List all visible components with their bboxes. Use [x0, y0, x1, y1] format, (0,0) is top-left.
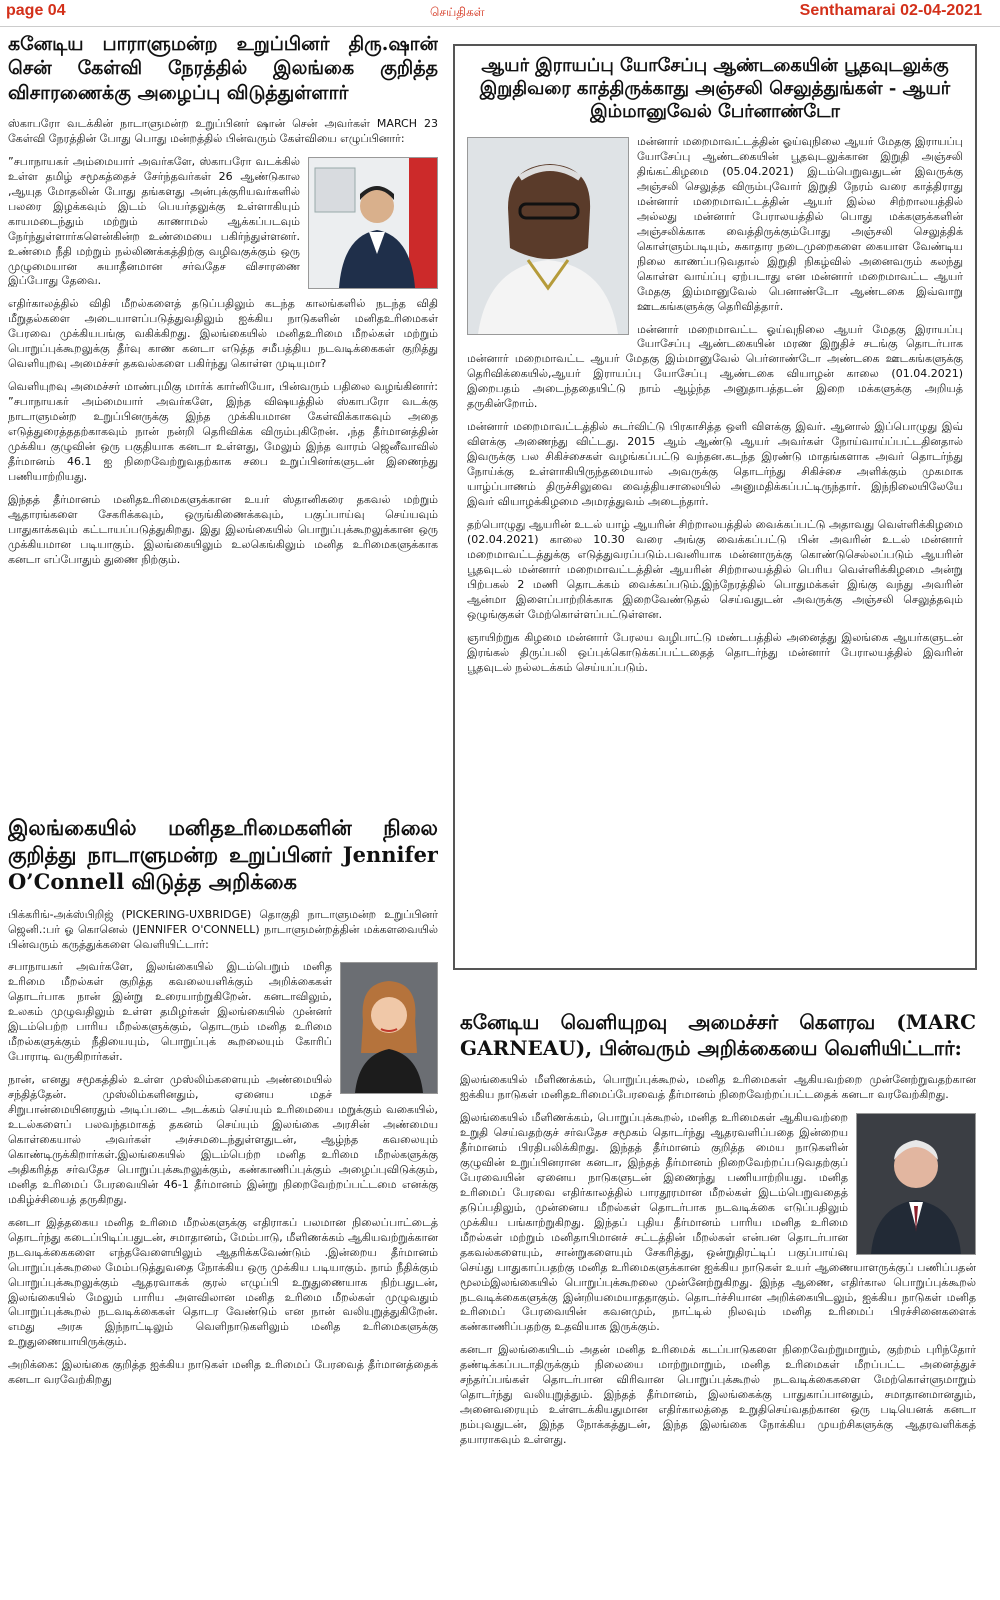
page-number: page 04	[6, 2, 66, 19]
article-bishop-rayappu-box	[453, 44, 977, 970]
article-shaun-chen	[8, 32, 438, 802]
article-jennifer-oconnell	[8, 815, 438, 1595]
bishop-photo	[467, 137, 629, 335]
person-photo-icon	[341, 963, 437, 1093]
paragraph: ஞாயிற்றுக கிழமை மன்னார் பேரலய வழிபாட்டு மண்டபத்தில் அனைத்து இலங்கை ஆயர்களுடன் இரங்கல் திருப்பலி ஒப்புக்கொடுக்கப்பட்டதைத் தொடர்ந்து மன்னார் பேராலயத்தில் இவரின் பூதவுடல் நல்லடக்கம் செய்யப்படும்.	[467, 630, 963, 674]
section-name: செய்திகள்	[430, 5, 485, 19]
paragraph: எதிர்காலத்தில் விதி மீறல்களைத் தடுப்பதிலும் கடந்த காலங்களில் நடந்த விதி மீறுதல்களை அடையாளப்படுத்துவதிலும் ஐக்கிய நாடுகளின் மனிதஉரிமைகள் பேரவை முக்கியபங்கு வகிக்கிறது. இலங்கையில் மனிதஉரிமை மீறல்கள் மற்றும் பொறுப்புக்கூறலுக்கு தீர்வு காண கனடா எடுத்த சமீபத்திய நடவடிக்கைகள் குறித்து வெளியுறவு அமைச்சர் தகவல்களை பகிர்ந்து கொள்ள முடியுமா?	[8, 297, 438, 371]
paragraph: கனடா இத்தகைய மனித உரிமை மீறல்களுக்கு எதிராகப் பலமான நிலைப்பாட்டைத் தொடர்ந்து கடைப்பிடிப்பதுடன், சமாதானம், மேம்பாடு, மீளிணக்கம் ஆகியவற்றுக்கான நடவடிக்கைகளை எந்தவேளையிலும் ஆதரிக்கவேண்டும் .இன்றைய தீர்மானம் பொறுப்புக்கூறலை மேம்படுத்துவதை நோக்கிய ஒரு முக்கிய படியாகும். நாம் நீதிக்கும் பொறுப்புக்கூறலுக்கும் ஆதரவாகக் குரல் எழுப்பி உறுதுணையாக நிற்பதுடன், இலங்கையில் மேலும் பாரிய அளவிலான மனித உரிமை மீறல்கள் முழுவதும் பொறுப்புக்கூறல் நடவடிக்கைகள் தொடர வேண்டும் என நான் வலியுறுத்துகிறேன். எமது அரசு இந்நாட்டிலும் வெளிநாடுகளிலும் மனித உரிமைகளுக்கு உறுதுணையாயிருக்கும்.	[8, 1215, 438, 1349]
paragraph: பிக்கரிங்-அக்ஸ்பிறிஜ் (PICKERING-UXBRIDGE) தொகுதி நாடாளுமன்ற உறுப்பினர் ஜெனி.:பர் ஓ கொனெல் (JENNIFER O'CONNELL) நாடாளுமன்றத்தின் மக்களவையில் பின்வரும் கருத்துக்களை வெளியிட்டார்:	[8, 907, 438, 951]
article-marc-garneau	[460, 1010, 976, 1596]
paragraph: வெளியுறவு அமைச்சர் மாண்புமிகு மார்க் கார்னியோ, பின்வரும் பதிலை வழங்கினார்: ”சபாநாயகர் அம்மையார் அவர்களே, இந்த விஷயத்தில் ஸ்காபரோ வடக்கு நாடாளுமன்ற உறுப்பினருக்கு இந்த முக்கியமான கேள்விக்காகவும் அதை எடுத்துரைத்ததற்காகவும் நான் நன்றி தெரிவிக்க விரும்புகிறேன். ,ந்த தீர்மானத்தின் முக்கிய குழுவின் ஒரு பகுதியாக கனடா உள்ளது, மேலும் இந்த வாரம் ஜெனீவாவில் தீர்மானம் 46.1 ஐ நிறைவேற்றுவதற்காக சபை உறுப்பினர்களுடன் இணைந்து பணியாற்றியது.	[8, 380, 438, 483]
paragraph: ”சபாநாயகர் அம்மையார் அவர்களே, ஸ்காபரோ வடக்கில் உள்ள தமிழ் சமூகத்தைச் சேர்ந்தவர்கள் 26 ஆண்டுகால ,ஆயுத மோதலின் போது தங்களது அன்புக்குரியவர்களில் பலரை இழக்கவும் இடம் பெயர்தலுக்கு உள்ளாகியும் காயமடைந்தும் மற்றும் காணாமல் ஆக்கப்படவும் நேர்ந்துள்ளார்களென்கின்ற உண்மையை பகிர்ந்துள்ளனர். உண்மை நீதி மற்றும் நல்லிணக்கத்திற்கு வழிவகுக்கும் ஒரு முழுமையான சுயாதீனமான சர்வதேச விசாரணை இப்போது தேவை.	[8, 154, 300, 288]
paragraph: மன்னார் மறைமாவட்டத்தின் ஓய்வுநிலை ஆயர் மேதகு இராயப்பு யோசேப்பு ஆண்டகையின் பூதவுடலுக்கான இறுதி அஞ்சலி திங்கட்கிழமை (05.04.2021) இடம்பெறுவதுடன் இவருக்கு அஞ்சலி செலுத்த விரும்புவோர் இறுதி நேரம் வரை காத்திராது மன்னார் மறைமாவட்டத்தின் ஆயர் இல்ல சிற்றாலயத்தில் அல்லது மன்னார் பேராலயத்தில் பொது மக்களுக்களின் அஞ்சலிக்காக வைத்திருக்கும்போது அஞ்சலி செலுத்திக் கொள்ளும்படியும், சுகாதார நடைமுறைகளை கையாள வேண்டிய நிலை காணப்படுவதால் இறுதி நிகழ்வில் அனைவரும் கலந்து கொள்ள வாய்ப்பு ஏற்படாது என மன்னார் மறைமாவட்ட ஆயர் மேதகு இம்மானுவேல் பெனாண்டோ ஆண்டகை இவ்வாறு ஊடகங்களுக்கு தெரிவித்தார்.	[637, 135, 963, 313]
article-title: ஆயர் இராயப்பு யோசேப்பு ஆண்டகையின் பூதவுடலுக்கு இறுதிவரை காத்திருக்காது அஞ்சலி செலுத்துங்கள் - ஆயர் இம்மானுவேல் பேர்னாண்டோ	[479, 55, 951, 123]
article-title: இலங்கையில் மனிதஉரிமைகளின் நிலை குறித்து நாடாளுமன்ற உறுப்பினர் Jennifer O’Connell விடுத்த அறிக்கை	[8, 815, 438, 894]
article-body	[460, 1073, 976, 1448]
paragraph: அறிக்கை: இலங்கை குறித்த ஐக்கிய நாடுகள் மனித உரிமைப் பேரவைத் தீர்மானத்தைக் கனடா வரவேற்கிறது	[8, 1358, 438, 1387]
paragraph: இந்தத் தீர்மானம் மனிதஉரிமைகளுக்கான உயர் ஸ்தானிகரை தகவல் மற்றும் ஆதாரங்களை சேகரிக்கவும், ஒருங்கிணைக்கவும், பகுப்பாய்வு செய்யவும் பாதுகாக்கவும் கட்டாயப்படுத்துகிறது. இது இலங்கையில் பொறுப்புக்கூறலுக்கான ஒரு முக்கியமான படியாகும். இலங்கையிலும் உலகெங்கிலும் மனித உரிமைகளுக்காக கனடா எப்போதும் துணை நிற்கும்.	[8, 492, 438, 566]
page-header	[0, 0, 1000, 27]
article-title: கனேடிய பாராளுமன்ற உறுப்பினர் திரு.ஷான் சென் கேள்வி நேரத்தில் இலங்கை குறித்த விசாரணைக்கு அழைப்பு விடுத்துள்ளார்	[8, 33, 438, 104]
paragraph: ஸ்காபரோ வடக்கின் நாடாளுமன்ற உறுப்பினர் ஷான் சென் அவர்கள் MARCH 23 கேள்வி நேரத்தின் போது பொது மன்றத்தில் பின்வரும் கேள்வியை எழுப்பினார்:	[8, 116, 438, 145]
person-photo-icon	[857, 1114, 975, 1254]
paragraph: இலங்கையில் மீளிணக்கம், பொறுப்புக்கூறல், மனித உரிமைகள் ஆகியவற்றை உறுதி செய்வதற்குச் சர்வதேச சமூகம் தொடர்ந்து ஆதரவளிப்பதை இன்றைய தீர்மானம் பிரதிபலிக்கிறது. இந்தத் தீர்மானம் குறித்த மைய நாடுகளின் குழுவின் உறுப்பினரான கனடா, இந்தத் தீர்மானம் நிறைவேற்றப்படுவதற்குப் பேரவையின் ஏனைய நாடுகளுடன் இணைந்து பணியாற்றியது. மனித உரிமைப் பேரவை எதிர்காலத்தில் பாரதூரமான மீறல்கள் இடம்பெறுவதைத் தடுப்பதிலும், முன்னைய மீறல்கள் தொடர்பாக நடவடிக்கை எடுப்பதிலும் முக்கிய பங்காற்றுகிறது. இந்தப் புதிய தீர்மானம் பாரிய மனித உரிமை மீறல்கள் மற்றும் மனிதாபிமானச் சட்டத்தின் மீறல்கள் என்பன தொடர்பான தகவல்களையும், சான்றுகளையும் சேகரித்து, ஒன்றுதிரட்டிப் பகுப்பாய்வு செய்து பாதுகாப்பதற்கு மனித உரிமைகளுக்கான ஐக்கிய நாடுகள் உயர் ஆணையாளருக்குப் பணிப்பதன் மூலம்இலங்கையில் பொறுப்புக்கூறலை முன்னேற்றுகிறது. இந்த ஆணை, எதிர்கால பொறுப்புக்கூறல் நடவடிக்கைகளுக்கு இன்றியமையாததாகும். தொடர்ச்சியான அறிக்கையிடலும், ஐக்கிய நாடுகள் மனித உரிமைப் பேரவையின் கவனமும், நாட்டில் நிலவும் மனித உரிமைப் பிரச்சினைகளைக் கண்காணிப்பதற்கு உதவியாக இருக்கும்.	[460, 1111, 976, 1334]
article-title: கனேடிய வெளியுறவு அமைச்சர் கௌரவ (MARC GARNEAU), பின்வரும் அறிக்கையை வெளியிட்டார்:	[460, 1010, 976, 1060]
paper-date: Senthamarai 02-04-2021	[799, 2, 982, 19]
paragraph: மன்னார் மறைமாவட்டத்தில் சுடர்விட்டு பிரகாசித்த ஒளி விளக்கு இவர். ஆனால் இப்பொழுது இவ் விளக்கு அணைந்து விட்டது. 2015 ஆம் ஆண்டு ஆயர் அவர்கள் நோய்வாய்ப்பட்டதினதால் இவருக்கு பல சிகிச்சைகள் வழங்கப்பட்டு வந்தன.கடந்த இரண்டு மாதங்களாக அவர் தொடர்ந்து நோய்க்கு உள்ளாகியிருந்தமையால் அவருக்கு தொடர்ந்து சிகிச்சை அளிக்கும் முகமாக யாழ்ப்பாணம் திருச்சிலுவை வைத்தியசாலையில் அனுமதிக்கப்பட்டிருந்தார். இந்நிலையிலேயே இவர் வியாழக்கிழமை அமரத்துவம் அடைந்தார்.	[467, 420, 963, 509]
paragraph: கனடா இலங்கையிடம் அதன் மனித உரிமைக் கடப்பாடுகளை நிறைவேற்றுமாறும், குற்றம் புரிந்தோர் தண்டிக்கப்படாதிருக்கும் நிலையை மாற்றுமாறும், மனித உரிமைகள் மீறப்பட்ட அனைத்துச் சந்தர்ப்பங்கள் தொடர்பான விரிவான பொறுப்புக்கூறல் நடவடிக்கைகளை மேற்கொள்ளுமாறும் தொடர்ந்து வலியுறுத்தும். இந்தத் தீர்மானம், இலங்கைக்கு பாதுகாப்பானதும், சமாதானமானதும், அனைவரையும் உள்ளடக்கியதுமான எதிர்காலத்தை உறுதிசெய்வதற்கான ஒரு படியெனக் கனடா நம்புவதுடன், இந்த நோக்கத்துடன், இந்த இலங்கை நோக்கிய முயற்சிகளுக்கு ஆதரவளிக்கத் தயாராகவும் உள்ளது.	[460, 1343, 976, 1447]
paragraph: சபாநாயகர் அவர்களே, இலங்கையில் இடம்பெறும் மனித உரிமை மீறல்கள் குறித்த கவலையளிக்கும் அறிக்கைகள் தொடர்பாக நான் இன்று உரையாற்றுகிறேன். கனடாவிலும், உலகம் முழுவதிலும் உள்ள தமிழர்கள் இலங்கையில் முன்னர் இடம்பெற்ற பாரிய மீறல்களுக்கும், தொடரும் மனித உரிமை மீறல்களுக்கும் நீதியையும், பொறுப்புக் கூறலையும் கோரிப் போராடி வருகிறார்கள்.	[8, 960, 332, 1064]
person-photo-icon	[309, 158, 437, 288]
paragraph: தற்பொழுது ஆயரின் உடல் யாழ் ஆயரின் சிற்றாலயத்தில் வைக்கப்பட்டு அதாவது வெள்ளிக்கிழமை (02.04.2021) காலை 10.30 வரை அங்கு வைக்கப்பட்டு பின் அவரின் உடல் மன்னார் மறைமாவட்டத்துக்கு எடுத்துவரப்படும்.பவனியாக மன்னாருக்கு கொண்டுசெல்லப்படும் ஆயரின் பூதவுடல் மன்னார் மறைமாவட்டத்தின் ஆயரின் சிற்றாலயத்தில் பெரிய வெள்ளிக்கிழமை அன்று பிற்பகல் 2 மணி தொடக்கம் வைக்கப்படும்.இந்நேரத்தில் பொதுமக்கள் இங்கு வந்து அவரின் ஆன்மா இளைப்பாற்றிக்காக இறைவேண்டுதல் செய்வதுடன் அவருக்கு அஞ்சலி செலுத்தவும் ஒழுங்குகள் மேற்கொள்ளப்பட்டுள்ளன.	[467, 517, 963, 621]
paragraph: நான், எனது சமூகத்தில் உள்ள முஸ்லிம்களையும் அண்மையில் சந்தித்தேன். முஸ்லிம்களினதும், ஏனைய மதச் சிறுபான்மையினரதும் அடிப்படை அடக்கம் செய்யும் உரிமையை மறுக்கும் வகையில், உடல்களைப் பலவந்தமாகத் தகனம் செய்யும் இலங்கை அரசின் அண்மைய கொள்கையால் அவர்கள் அச்சமடைந்துள்ளதுடன், ஆழ்ந்த கவலையும் கொண்டிருக்கிறார்கள்.இலங்கையில் இடம்பெற்ற மனித உரிமை மீறல்களுக்கு அதிகரித்த சர்வதேச பொறுப்புக்கூறலுக்கும், கண்காணிப்புக்கும் அழைப்புவிடுக்கும், மனித உரிமைப் பேரவையின் 46-1 தீர்மானம் இன்று நிறைவேற்றப்பட்டமை எனக்கு மகிழ்ச்சியைத் தருகிறது.	[8, 1073, 438, 1206]
article-body	[8, 908, 438, 1389]
mp-photo	[340, 962, 438, 1094]
paragraph: இலங்கையில் மீளிணக்கம், பொறுப்புக்கூறல், மனித உரிமைகள் ஆகியவற்றை முன்னேற்றுவதற்கான ஐக்கிய நாடுகள் மனிதஉரிமைப்பேரவைத் தீர்மானம் நிறைவேற்றப்பட்டதைக் கனடா வரவேற்கிறது.	[460, 1073, 976, 1102]
article-body	[8, 117, 438, 568]
minister-photo	[856, 1113, 976, 1255]
paragraph: மன்னார் மறைமாவட்ட ஓய்வுநிலை ஆயர் மேதகு இராயப்பு யோசேப்பு ஆண்டகையின் மரண இறுதிச் சடங்கு தொடர்பாக மன்னார் மறைமாவட்ட ஆயர் மேதகு இம்மானுவேல் பெர்னாண்டோ அண்டகை ஊடகங்களுக்கு தெரிவிக்கையில்,ஆயர் இராயப்பு யோசேப்பு ஆண்டகை வியாழன் காலை (01.04.2021) இறைபதம் அடைந்ததையிட்டு நாம் ஆழ்ந்த அனுதாபத்தடன் இறை மக்களுக்கு அறியத் தருகின்றோம்.	[467, 322, 963, 411]
person-photo-icon	[468, 138, 628, 334]
mp-photo	[308, 157, 438, 289]
article-body	[467, 135, 963, 675]
